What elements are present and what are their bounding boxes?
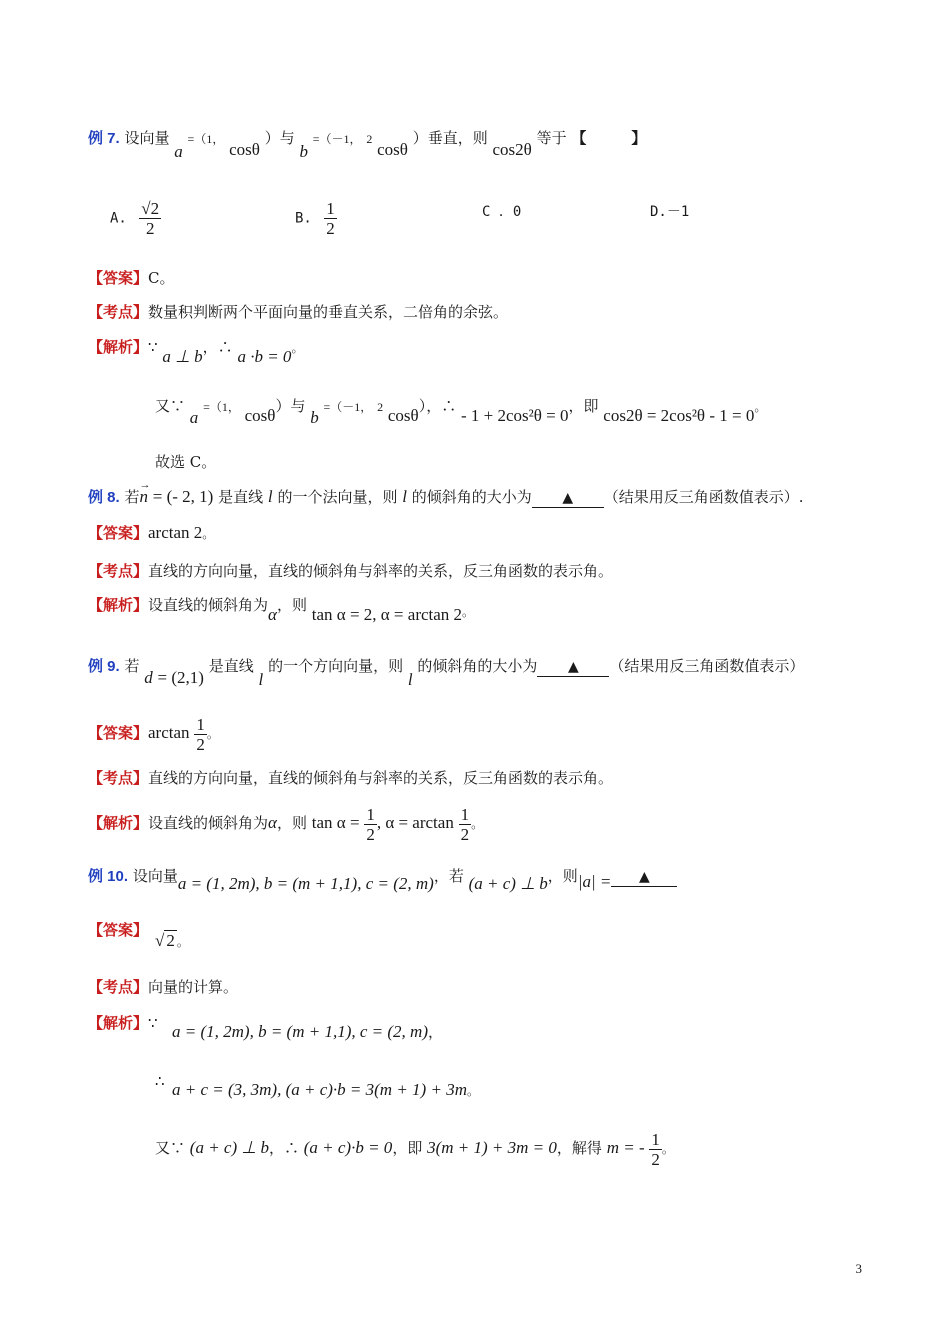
q7-option-a[interactable]: [110, 199, 161, 238]
q10-jx-den: 2: [651, 1149, 660, 1169]
q7-answer: [88, 268, 175, 288]
q8-t2: 是直线: [218, 488, 264, 506]
q7-jx2n: 。: [754, 400, 767, 414]
q8-analysis-tag: 【解析】: [88, 596, 149, 614]
q10-answer-end: 。: [176, 935, 189, 949]
q9-l: l: [258, 670, 264, 689]
q7-eq1: =（1，: [187, 132, 225, 146]
q8-jx1: 设直线的倾斜角为: [148, 596, 269, 614]
q9-jx-frac2: [459, 805, 472, 844]
q7-analysis-2: [155, 396, 767, 427]
q10-analysis-tag: 【解析】: [88, 1014, 149, 1032]
q9-jx5: 。: [471, 817, 484, 831]
q7-option-a-num: √2: [141, 199, 160, 218]
q7-vec-b: b: [299, 142, 308, 161]
q9-answer: [88, 713, 219, 754]
q10-keypoint-tag: 【考点】: [88, 978, 149, 996]
q10-jx-num: 1: [651, 1129, 660, 1149]
q8-answer-text: arctan 2: [148, 523, 203, 542]
q10-jx3b: (a + c) ⊥ b: [189, 1138, 269, 1157]
q9-jx-frac: [364, 805, 377, 844]
q9-label: 例 9.: [88, 658, 120, 675]
q8-l: l: [267, 487, 273, 506]
q8-keypoint-tag: 【考点】: [88, 562, 149, 580]
q7-jx2e: ）与: [275, 397, 306, 415]
q10-jx3c: ，∴: [268, 1139, 299, 1157]
q9-analysis: [88, 803, 483, 844]
q7-analysis-1: [88, 337, 304, 366]
q7-keypoint: [88, 302, 508, 322]
q10-jx2b: a + c = (3, 3m), (a + c)·b = 3(m + 1) + 3m: [172, 1080, 467, 1099]
q10-answer-text: 2: [166, 931, 175, 950]
q10-jx3g: ，解得: [556, 1139, 602, 1157]
q8-eq: = (- 2, 1): [152, 487, 214, 506]
q9-jx2: ，则: [276, 814, 307, 832]
q7-jx1b: a ⊥ b: [162, 347, 203, 366]
q7-option-a-label: A.: [110, 210, 127, 227]
q8-keypoint-text: 直线的方向向量，直线的倾斜角与斜率的关系，反三角函数的表示角。: [148, 562, 614, 580]
q7-cos1: cosθ: [229, 140, 260, 159]
q7-jx1e: 。: [291, 341, 304, 355]
q7-option-c[interactable]: C ．0: [482, 204, 522, 220]
q10-t3: ，则: [547, 867, 578, 885]
q10-analysis-1b: [172, 1022, 443, 1042]
q10-jx2a: ∴: [155, 1072, 165, 1090]
q10-jx1b: a = (1, 2m), b = (m + 1,1), c = (2, m): [172, 1022, 428, 1041]
q8-keypoint: [88, 561, 613, 581]
q7-text: 设向量: [124, 129, 170, 147]
q10-label: 例 10.: [88, 868, 129, 885]
q7-option-b-num: 1: [326, 199, 335, 218]
q10-t1: 设向量: [132, 867, 178, 885]
q8-analysis: [88, 595, 475, 624]
q9-stem: [88, 656, 805, 689]
q10-jx1a: ∵: [148, 1014, 158, 1032]
q9-jx-den: 2: [366, 824, 375, 844]
q7-two: 2: [366, 132, 373, 146]
q7-jx2g: =（－1，: [323, 400, 373, 414]
q8-t5: （结果用反三角函数值表示）.: [603, 488, 804, 506]
q9-vec-d: d: [144, 668, 153, 687]
q9-t2: 是直线: [208, 657, 254, 675]
q9-answer-tag: 【答案】: [88, 724, 149, 742]
q8-answer-end: 。: [202, 527, 215, 541]
q8-stem: [88, 479, 804, 508]
q8-vec-n: → n: [139, 479, 151, 506]
q10-jx3f: 3(m + 1) + 3m = 0: [427, 1138, 557, 1157]
q7-keypoint-tag: 【考点】: [88, 303, 149, 321]
q7-answer-text: C。: [148, 269, 175, 287]
q9-keypoint-text: 直线的方向向量，直线的倾斜角与斜率的关系，反三角函数的表示角。: [148, 769, 614, 787]
q10-analysis-3: [155, 1128, 674, 1169]
q7-option-b-frac: [324, 199, 337, 238]
q7-jx2c: =（1，: [203, 400, 240, 414]
q9-jx1: 设直线的倾斜角为: [148, 814, 269, 832]
q7-option-b-den: 2: [326, 219, 335, 238]
q8-l2: l: [402, 487, 407, 506]
q7-jx2j: ），∴: [418, 397, 457, 415]
q9-jx3: tan α =: [311, 813, 360, 832]
q9-jx-num2: 1: [460, 804, 470, 824]
q8-t4: 的倾斜角的大小为: [411, 488, 532, 506]
q10-eq: a = (1, 2m), b = (m + 1,1), c = (2, m): [177, 874, 434, 893]
q8-answer-tag: 【答案】: [88, 524, 149, 542]
q9-answer-text: arctan: [148, 723, 190, 742]
q7-option-b[interactable]: [295, 199, 337, 238]
q7-jx1d: a ·b = 0: [237, 347, 292, 366]
q7-t3: ）垂直，则: [412, 129, 488, 147]
q10-keypoint-text: 向量的计算。: [148, 978, 239, 996]
q10-answer-tag: 【答案】: [88, 921, 149, 939]
q10-cond: (a + c) ⊥ b: [468, 874, 548, 893]
q9-keypoint: [88, 768, 613, 788]
q9-t3: 的一个方向向量，则: [268, 657, 404, 675]
q9-jx-num: 1: [366, 804, 375, 824]
q10-analysis-2b: [172, 1080, 479, 1101]
q10-jx2c: 。: [466, 1084, 479, 1098]
q8-jx3: tan α = 2, α = arctan 2: [311, 605, 463, 624]
q7-jx2m: cos2θ = 2cos²θ - 1 = 0: [603, 406, 755, 425]
q7-option-b-label: B.: [295, 210, 312, 227]
q10-answer-blank[interactable]: ▲: [611, 868, 677, 887]
q10-jx-frac: [649, 1130, 662, 1169]
q9-alpha: α: [268, 813, 277, 832]
q10-answer-value: [155, 931, 189, 952]
q9-answer-blank[interactable]: ▲: [537, 658, 609, 677]
q7-jx2a: 又∵: [155, 397, 186, 415]
q8-label: 例 8.: [88, 489, 120, 506]
q7-jx2k: - 1 + 2cos²θ = 0: [460, 406, 569, 425]
q9-jx-den2: 2: [460, 824, 470, 844]
q8-answer-blank[interactable]: ▲: [532, 489, 604, 508]
q10-stem: [88, 866, 677, 893]
q7-cos2t: cos2θ: [492, 140, 532, 159]
q10-jx1c: ，: [427, 1023, 443, 1041]
q7-answer-bracket: 【 】: [571, 129, 647, 147]
q8-t3: 的一个法向量，则: [277, 488, 398, 506]
q9-answer-den: 2: [196, 734, 205, 754]
q10-answer: [88, 920, 148, 940]
q9-t4: 的倾斜角的大小为: [417, 657, 538, 675]
q7-option-a-frac: [139, 199, 161, 238]
q7-jx2h: 2: [377, 400, 384, 414]
q9-analysis-tag: 【解析】: [88, 814, 149, 832]
q7-jx1: ∵: [148, 338, 158, 356]
q7-vec-a: a: [174, 142, 183, 161]
q10-jx3i: 。: [661, 1142, 674, 1156]
q10-jx3e: ，即: [392, 1139, 423, 1157]
q10-jx3a: 又∵: [155, 1139, 186, 1157]
q9-l2: l: [407, 670, 413, 689]
q10-keypoint: [88, 977, 238, 997]
q7-answer-tag: 【答案】: [88, 269, 149, 287]
q10-analysis-2: [155, 1071, 165, 1091]
q7-t4: 等于: [536, 129, 567, 147]
q7-eq2: =（－1，: [312, 132, 362, 146]
q10-t2: ，若: [433, 867, 464, 885]
q9-answer-end: 。: [206, 727, 219, 741]
q9-answer-frac: [194, 715, 207, 754]
q9-keypoint-tag: 【考点】: [88, 769, 149, 787]
q10-jx3h: m = -: [606, 1138, 645, 1157]
q7-jx2i: cosθ: [387, 406, 419, 425]
page-number: 3: [855, 1261, 862, 1276]
sqrt-icon: √: [155, 931, 165, 950]
q7-cos2: cosθ: [377, 140, 408, 159]
q9-jx4: , α = arctan: [376, 813, 454, 832]
q8-answer: [88, 523, 214, 544]
q10-jx3d: (a + c)·b = 0: [303, 1138, 393, 1157]
q7-jx2f: b: [310, 408, 319, 427]
q7-option-a-den: 2: [145, 219, 155, 238]
q9-t1: 若: [124, 657, 140, 675]
q7-label: 例 7.: [88, 130, 120, 147]
q7-keypoint-text: 数量积判断两个平面向量的垂直关系，二倍角的余弦。: [148, 303, 509, 321]
q9-eq: = (2,1): [157, 668, 204, 687]
q8-jx2: ，则: [276, 596, 307, 614]
q7-option-d[interactable]: D.－1: [650, 204, 690, 220]
q9-t5: （结果用反三角函数值表示）: [609, 657, 805, 675]
q7-stem: [88, 128, 647, 161]
q7-analysis-tag: 【解析】: [88, 338, 149, 356]
q7-analysis-3: 故选 C。: [155, 453, 217, 471]
q10-abs: |a| =: [577, 872, 612, 891]
q8-alpha: α: [268, 605, 277, 624]
q10-analysis-1: [88, 1013, 158, 1033]
q8-t1: 若: [124, 488, 140, 506]
q8-jx4: 。: [462, 605, 475, 619]
q7-jx2d: cosθ: [244, 406, 276, 425]
q7-jx1c: ，∴: [202, 338, 233, 356]
q7-jx2l: ，即: [568, 397, 599, 415]
q9-answer-num: 1: [196, 714, 205, 734]
q7-jx2b: a: [189, 408, 199, 427]
q7-t2: ）与: [264, 129, 295, 147]
